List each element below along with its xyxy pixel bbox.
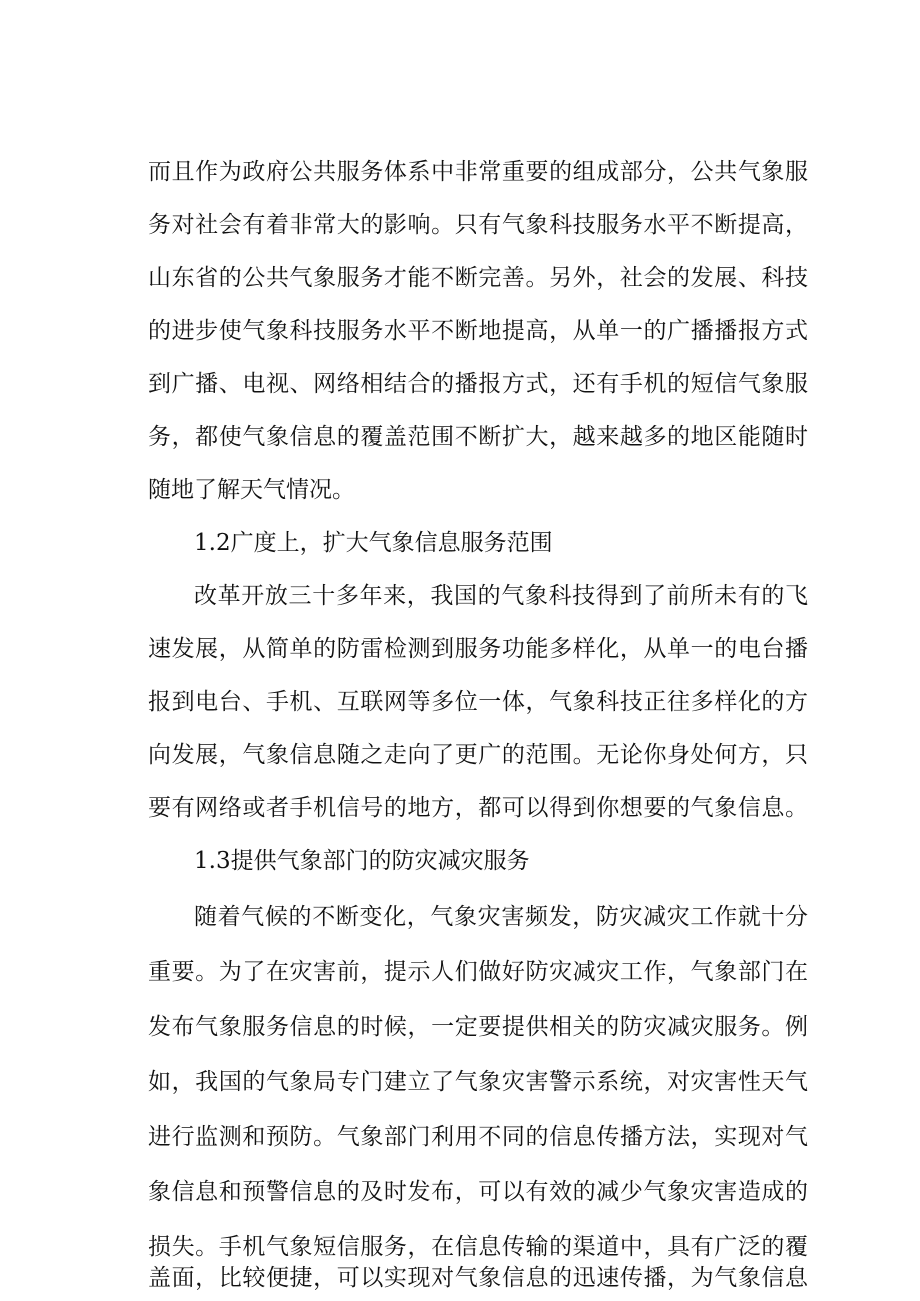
paragraph-line: 发布气象服务信息的时候，一定要提供相关的防灾减灾服务。例 [148, 1014, 808, 1040]
paragraph-line: 随地了解天气情况。 [148, 477, 355, 503]
paragraph-line: 山东省的公共气象服务才能不断完善。另外，社会的发展、科技 [148, 265, 808, 291]
paragraph-line: 损失。手机气象短信服务，在信息传输的渠道中，具有广泛的覆 [148, 1234, 808, 1260]
paragraph-line: 到广播、电视、网络相结合的播报方式，还有手机的短信气象服 [148, 371, 808, 397]
paragraph-line: 向发展，气象信息随之走向了更广的范围。无论你身处何方，只 [148, 742, 808, 768]
paragraph-line: 的进步使气象科技服务水平不断地提高，从单一的广播播报方式 [148, 318, 808, 344]
paragraph-line: 重要。为了在灾害前，提示人们做好防灾减灾工作，气象部门在 [148, 959, 808, 985]
paragraph-line: 改革开放三十多年来，我国的气象科技得到了前所未有的飞 [194, 583, 808, 609]
paragraph-line: 要有网络或者手机信号的地方，都可以得到你想要的气象信息。 [148, 795, 808, 821]
paragraph-line: 随着气候的不断变化，气象灾害频发，防灾减灾工作就十分 [194, 904, 808, 930]
paragraph-line: 如，我国的气象局专门建立了气象灾害警示系统，对灾害性天气 [148, 1069, 808, 1095]
paragraph-line: 速发展，从简单的防雷检测到服务功能多样化，从单一的电台播 [148, 636, 808, 662]
paragraph-line: 务，都使气象信息的覆盖范围不断扩大，越来越多的地区能随时 [148, 424, 808, 450]
paragraph-line: 象信息和预警信息的及时发布，可以有效的减少气象灾害造成的 [148, 1179, 808, 1205]
paragraph-line: 盖面，比较便捷，可以实现对气象信息的迅速传播，为气象信息 [148, 1265, 808, 1291]
paragraph-line: 务对社会有着非常大的影响。只有气象科技服务水平不断提高， [148, 212, 808, 238]
paragraph-line: 进行监测和预防。气象部门利用不同的信息传播方法，实现对气 [148, 1124, 808, 1150]
section-heading: 1.3提供气象部门的防灾减灾服务 [194, 848, 530, 874]
paragraph-line: 报到电台、手机、互联网等多位一体，气象科技正往多样化的方 [148, 689, 808, 715]
section-heading: 1.2广度上，扩大气象信息服务范围 [194, 530, 553, 556]
paragraph-line: 而且作为政府公共服务体系中非常重要的组成部分，公共气象服 [148, 159, 808, 185]
